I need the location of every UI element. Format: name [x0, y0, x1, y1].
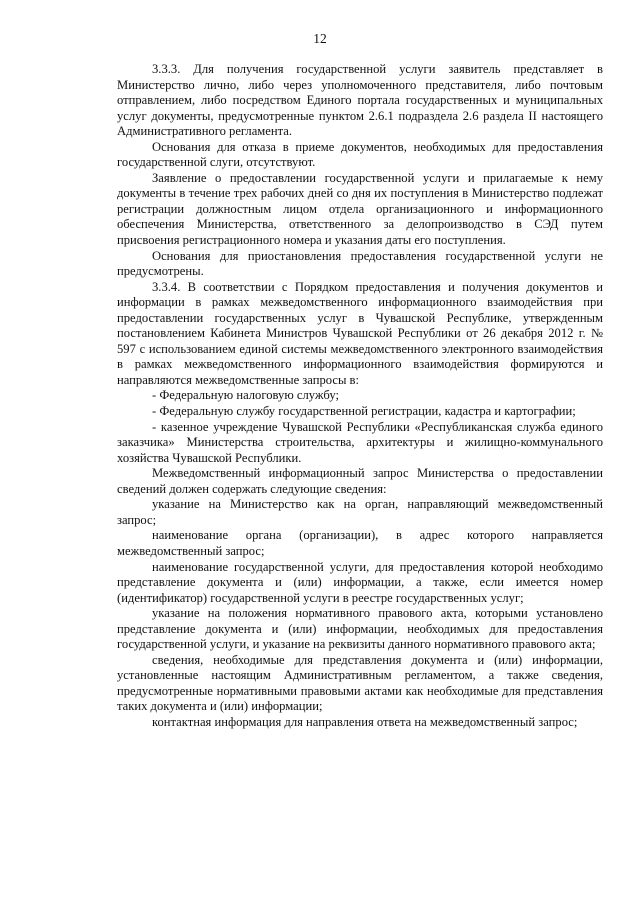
list-item-registration-service: - Федеральную службу государственной регистрации, кадастра и картографии;: [152, 404, 576, 419]
paragraph-suspension-grounds: Основания для приостановления предоставления государственной услуги не предусмотрены.: [117, 248, 603, 279]
paragraph-request-contents: Межведомственный информационный запрос Министерства о предоставлении сведений должен содержать следующие сведения:: [117, 466, 603, 496]
request-field-legal-act: указание на положения нормативного правового акта, которыми установлено представление документа и (или) информации, необходимых для предоставления государственной услуги, и указание на реквизиты данного нормативного правового акта;: [117, 606, 603, 652]
document-body: [117, 62, 603, 731]
request-field-recipient: наименование органа (организации), в адрес которого направляется межведомственный запрос;: [117, 528, 603, 558]
request-field-required-info: сведения, необходимые для представления документа и (или) информации, установленные настоящим Административным регламентом, а также сведения, предусмотренные нормативными правовыми актами как необходимые для представления таких документа и (или) информации;: [117, 652, 603, 714]
request-field-ministry: указание на Министерство как на орган, направляющий межведомственный запрос;: [117, 497, 603, 527]
list-item-tax-service: - Федеральную налоговую службу;: [152, 388, 339, 403]
paragraph-registration: Заявление о предоставлении государственной услуги и прилагаемые к нему документы в течение трех рабочих дней со дня их поступления в Министерство подлежат регистрации должностным лицом отдела организационного и информационного обеспечения Министерства, ответственного за делопроизводство в СЭД путем присвоения регистрационного номера и указания даты его поступления.: [117, 170, 603, 248]
paragraph-3-3-3: 3.3.3. Для получения государственной услуги заявитель представляет в Министерство лично, либо через уполномоченного представителя, либо почтовым отправлением, либо посредством Единого портала государственных и муниципальных услуг документы, предусмотренные пунктом 2.6.1 подраздела 2.6 раздела II настоящего Административного регламента.: [117, 62, 603, 139]
paragraph-refusal-grounds: Основания для отказа в приеме документов, необходимых для предоставления государственной слуги, отсутствуют.: [117, 139, 603, 170]
request-field-contact-info: контактная информация для направления ответа на межведомственный запрос;: [152, 714, 578, 729]
page-number: 12: [313, 31, 327, 46]
list-item-customer-service: - казенное учреждение Чувашской Республики «Республиканская служба единого заказчика» Министерства строительства, архитектуры и жилищно-коммунального хозяйства Чувашской Республики.: [117, 419, 603, 465]
paragraph-3-3-4: 3.3.4. В соответствии с Порядком предоставления и получения документов и информации в рамках межведомственного информационного взаимодействия при предоставлении государственных услуг в Чувашской Республике, утвержденным постановлением Кабинета Министров Чувашской Республики от 26 декабря 2012 г. № 597 с использованием единой системы межведомственного электронного взаимодействия в рамках межведомственного информационного взаимодействия формируются и направляются межведомственные запросы в:: [117, 279, 603, 387]
request-field-service-name: наименование государственной услуги, для предоставления которой необходимо представление документа и (или) информации, а также, если имеется номер (идентификатор) государственной услуги в реестре государственных услуг;: [117, 559, 603, 605]
